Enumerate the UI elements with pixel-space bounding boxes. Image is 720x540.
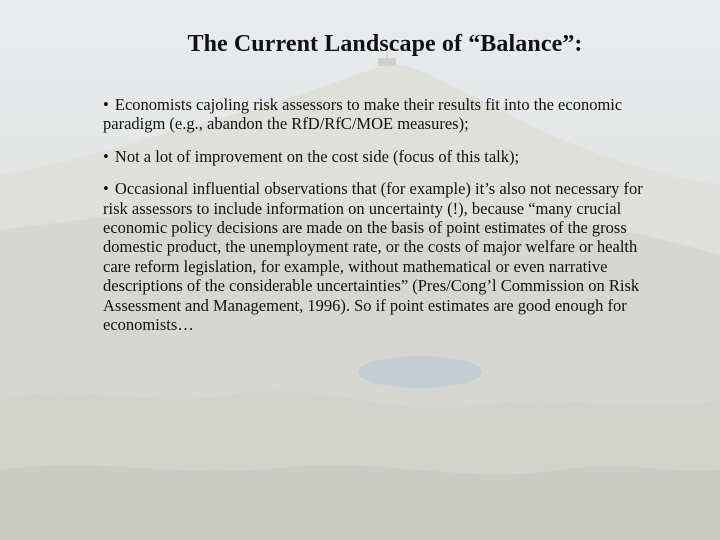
bullet-item-1 bbox=[103, 95, 663, 134]
bullet-list bbox=[103, 95, 663, 347]
bullet-marker: • bbox=[103, 146, 109, 166]
bullet-item-3 bbox=[103, 179, 663, 334]
bullet-text: Not a lot of improvement on the cost side (focus of this talk); bbox=[114, 146, 520, 166]
bullet-text: Economists cajoling risk assessors to make their results fit into the economic paradigm (e.g., abandon the RfD/RfC/MOE measures); bbox=[103, 95, 623, 134]
mountain-lake bbox=[358, 356, 482, 388]
bullet-item-2 bbox=[103, 147, 663, 166]
bullet-marker: • bbox=[103, 179, 109, 199]
summit-building bbox=[378, 58, 396, 66]
bullet-text: Occasional influential observations that (for example) it’s also not necessary for risk assessors to include information on uncertainty (!), because “many crucial economic policy decisions are made on the basis of point estimates of the gross domestic product, the unemployment rate, or the costs of major welfare or health care reform legislation, for example, without mathematical or even narrative descriptions of the considerable uncertainties” (Pres/Cong’l Commission on Risk Assessment and Management, 1996). So if point estimates are good enough for economists… bbox=[103, 179, 643, 335]
bullet-marker: • bbox=[103, 95, 109, 114]
foreground-rocks-dark bbox=[0, 465, 720, 540]
slide-title: The Current Landscape of “Balance”: bbox=[187, 31, 583, 57]
